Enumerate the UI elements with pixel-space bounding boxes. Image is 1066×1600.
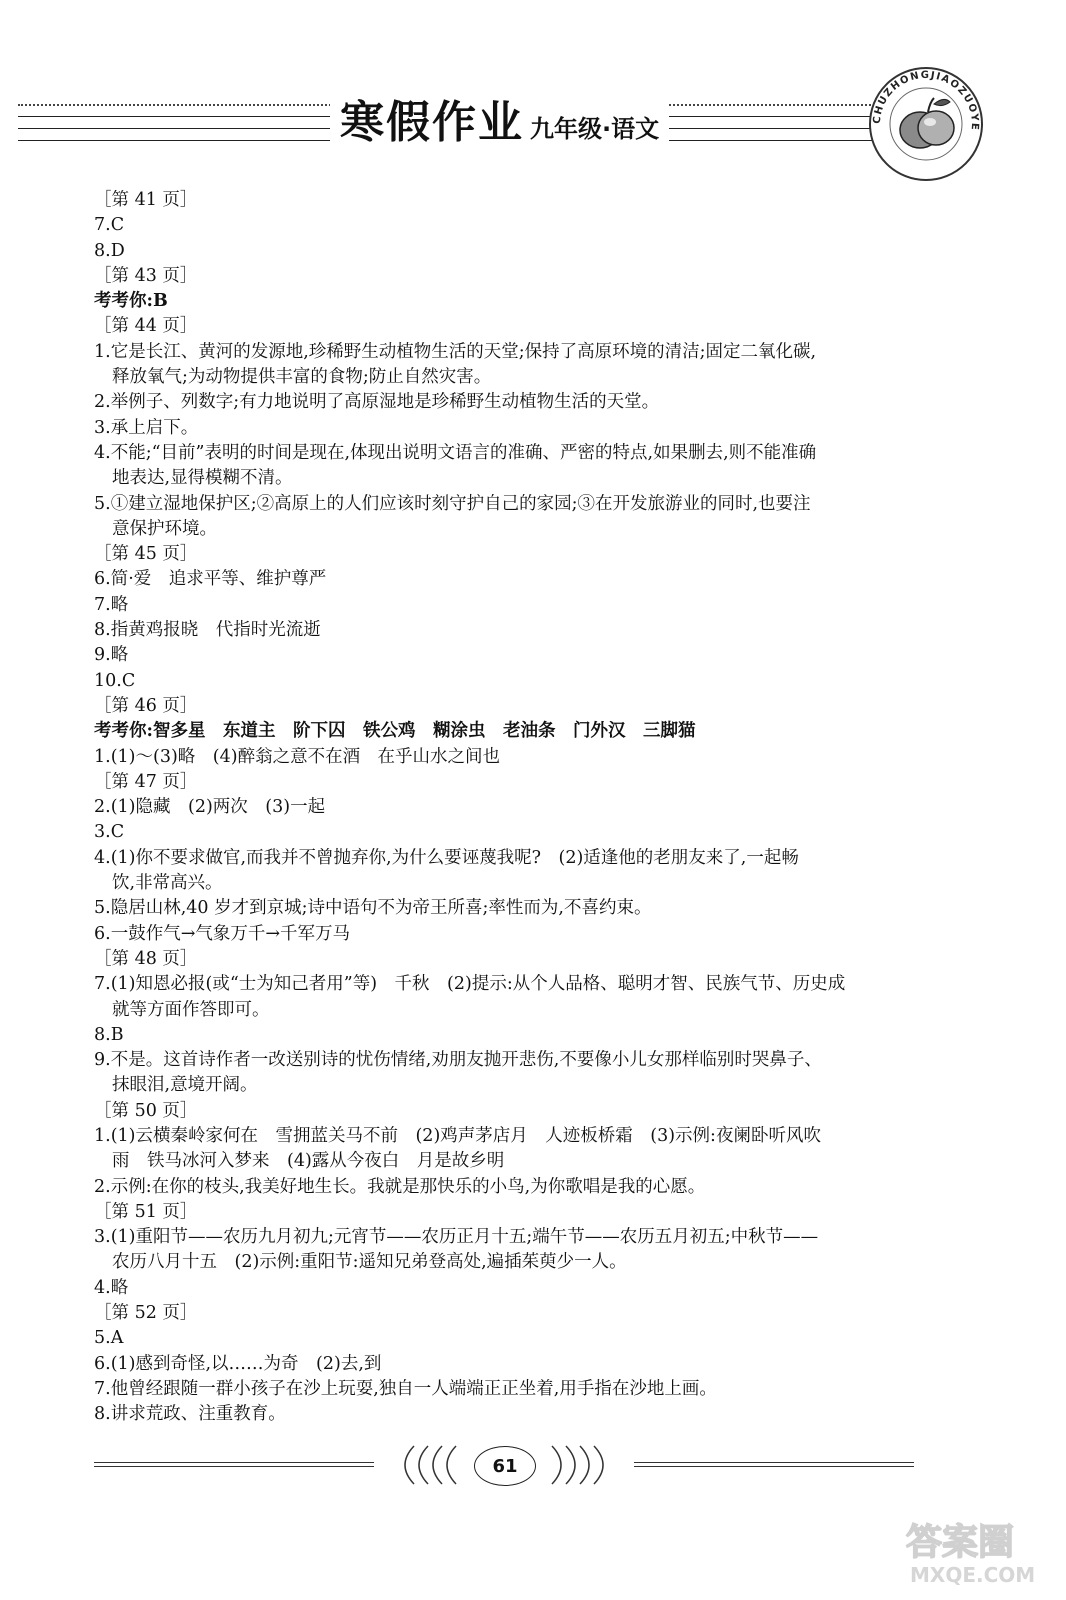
- answer-line: 考考你:智多星 东道主 阶下囚 铁公鸡 糊涂虫 老油条 门外汉 三脚猫: [94, 721, 696, 742]
- page-reference-heading: ［第 46 页］: [94, 695, 198, 716]
- answer-line: 10.C: [94, 670, 136, 691]
- page-reference-heading: ［第 50 页］: [94, 1100, 198, 1121]
- page-reference-heading: ［第 52 页］: [94, 1303, 198, 1324]
- watermark-logo: [900, 1510, 1050, 1590]
- answer-line: 7.略: [94, 594, 129, 615]
- answer-line: 4.略: [94, 1277, 129, 1298]
- answer-line: 7.C: [94, 215, 125, 236]
- answer-line: 6.一鼓作气→气象万千→千军万马: [94, 923, 351, 944]
- answer-line: 9.不是。这首诗作者一改送别诗的忧伤情绪,劝朋友抛开悲伤,不要像小儿女那样临别时哭鼻子、: [94, 1050, 822, 1071]
- answer-line: 8.D: [94, 240, 125, 261]
- page-reference-heading: ［第 45 页］: [94, 544, 198, 565]
- answer-line: 7.(1)知恩必报(或“士为知己者用”等) 千秋 (2)提示:从个人品格、聪明才智、民族气节、历史成: [94, 974, 846, 995]
- answer-line: 1.它是长江、黄河的发源地,珍稀野生动植物生活的天堂;保持了高原环境的清洁;固定二氧化碳,: [94, 341, 817, 362]
- page-reference-heading: ［第 51 页］: [94, 1201, 198, 1222]
- answer-line: 8.讲求荒政、注重教育。: [94, 1404, 286, 1425]
- answer-line: 4.(1)你不要求做官,而我并不曾抛弃你,为什么要诬蔑我呢? (2)适逢他的老朋友来了,一起畅: [94, 847, 799, 868]
- answer-line: 9.略: [94, 645, 129, 666]
- header-title-group: [330, 86, 669, 150]
- page-reference-heading: ［第 44 页］: [94, 316, 198, 337]
- page-footer: [94, 1440, 914, 1490]
- answer-line: 2.示例:在你的枝头,我美好地生长。我就是那快乐的小鸟,为你歌唱是我的心愿。: [94, 1176, 706, 1197]
- answer-line: 1.(1)～(3)略 (4)醉翁之意不在酒 在乎山水之间也: [94, 746, 501, 767]
- answer-line: 3.承上启下。: [94, 417, 199, 438]
- answer-line: 3.C: [94, 822, 125, 843]
- answer-line: 5.A: [94, 1328, 124, 1349]
- answer-line: 5.隐居山林,40 岁才到京城;诗中语句不为帝王所喜;率性而为,不喜约束。: [94, 898, 652, 919]
- answer-line: 6.(1)感到奇怪,以……为奇 (2)去,到: [94, 1353, 382, 1374]
- logo-ring-text: CHUZHONGJIAOZUOYE: [871, 69, 981, 132]
- page-reference-heading: ［第 43 页］: [94, 265, 198, 286]
- answer-line: 8.B: [94, 1024, 124, 1045]
- answer-line-continuation: 意保护环境。: [112, 518, 217, 539]
- watermark-en: MXQE.COM: [910, 1563, 1036, 1587]
- page-reference-heading: ［第 47 页］: [94, 771, 198, 792]
- page-reference-heading: ［第 48 页］: [94, 948, 198, 969]
- answer-line-continuation: 地表达,显得模糊不清。: [112, 468, 293, 489]
- answer-line-continuation: 就等方面作答即可。: [112, 999, 270, 1020]
- answer-line-continuation: 农历八月十五 (2)示例:重阳节:遥知兄弟登高处,遍插茱萸少一人。: [112, 1252, 627, 1273]
- answer-line-continuation: 释放氧气;为动物提供丰富的食物;防止自然灾害。: [112, 367, 492, 388]
- answer-line-continuation: 雨 铁马冰河入梦来 (4)露从今夜白 月是故乡明: [112, 1151, 505, 1172]
- answer-line: 2.(1)隐藏 (2)两次 (3)一起: [94, 797, 326, 818]
- page-header: [0, 0, 1066, 190]
- answer-content: [94, 188, 924, 1428]
- answer-line: 1.(1)云横秦岭家何在 雪拥蓝关马不前 (2)鸡声茅店月 人迹板桥霜 (3)示例:夜阑卧听风吹: [94, 1125, 821, 1146]
- answer-line: 5.①建立湿地保护区;②高原上的人们应该时刻守护自己的家园;③在开发旅游业的同时,也要注: [94, 493, 811, 514]
- header-title: 寒假作业: [340, 97, 524, 148]
- answer-line: 考考你:B: [94, 291, 168, 312]
- answer-line: 6.简·爱 追求平等、维护尊严: [94, 569, 327, 590]
- answer-line-continuation: 抹眼泪,意境开阔。: [112, 1075, 258, 1096]
- answer-line-continuation: 饮,非常高兴。: [112, 873, 223, 894]
- header-subtitle: 九年级·语文: [530, 115, 660, 143]
- answer-line: 3.(1)重阳节——农历九月初九;元宵节——农历正月十五;端午节——农历五月初五;中秋节——: [94, 1227, 819, 1248]
- answer-line: 8.指黄鸡报晓 代指时光流逝: [94, 620, 321, 641]
- answer-line: 2.举例子、列数字;有力地说明了高原湿地是珍稀野生动植物生活的天堂。: [94, 392, 660, 413]
- apple-logo-icon: [866, 64, 986, 184]
- page-number: 61: [474, 1446, 536, 1486]
- answer-line: 4.不能;“目前”表明的时间是现在,体现出说明文语言的准确、严密的特点,如果删去,则不能准确: [94, 442, 817, 463]
- page-reference-heading: ［第 41 页］: [94, 190, 198, 210]
- answer-line: 7.他曾经跟随一群小孩子在沙上玩耍,独自一人端端正正坐着,用手指在沙地上画。: [94, 1378, 717, 1399]
- watermark-cn: 答案圈: [906, 1522, 1015, 1563]
